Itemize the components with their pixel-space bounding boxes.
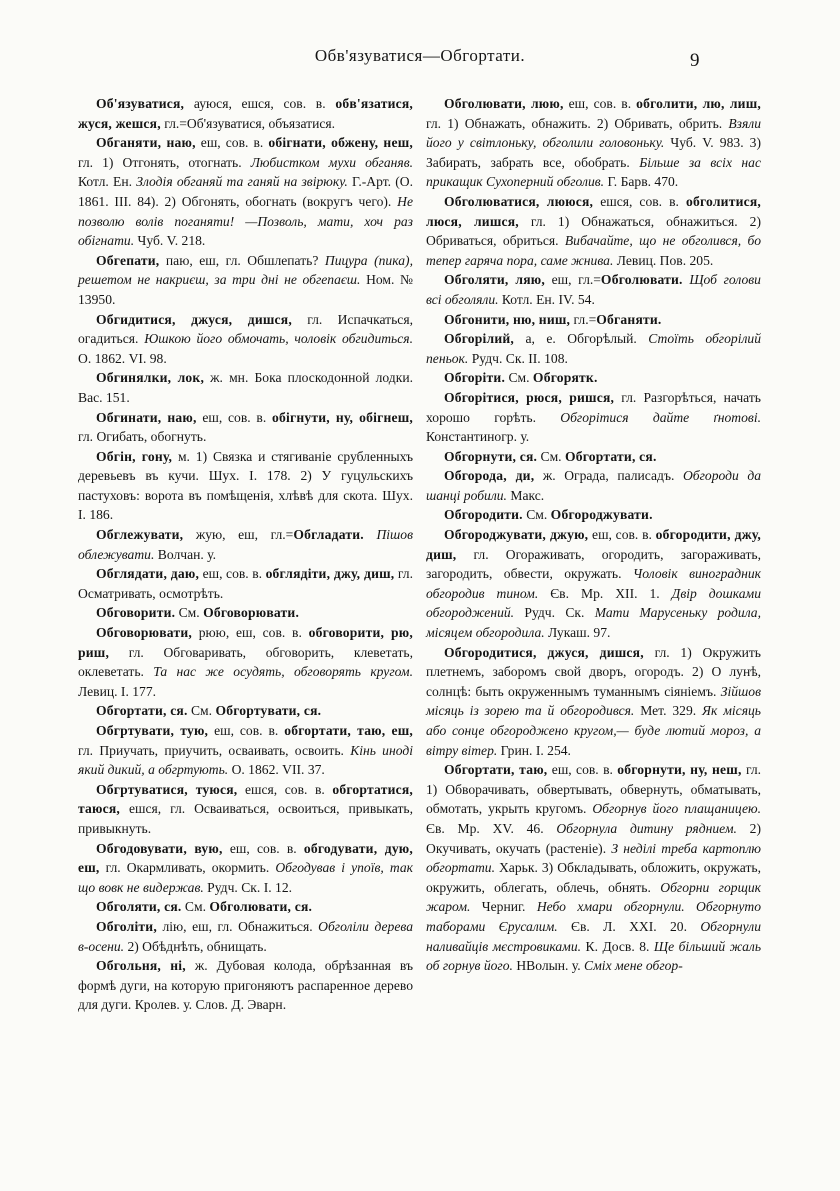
entry-form: Обгладати. xyxy=(293,527,364,543)
entry-form: наю, xyxy=(161,135,196,151)
entry-text: Рудч. Ск. xyxy=(514,605,595,621)
entry-form: Обгороджувати. xyxy=(550,507,653,523)
entry-form: обгородити, джу, диш, xyxy=(426,527,761,562)
entry-text: ешся, сов. в. xyxy=(593,193,686,209)
dictionary-entry xyxy=(78,701,413,721)
entry-text: а, е. Обгорѣлый. xyxy=(514,331,649,347)
dictionary-entry xyxy=(78,956,413,1015)
entry-text: См. xyxy=(187,703,216,719)
entry-text: О. 1862. VI. 98. xyxy=(78,350,167,366)
entry-text: гл. Разгорѣться, начать хорошо горѣть. xyxy=(426,389,761,425)
entry-text: паю, еш, гл. Обшлепать? xyxy=(159,252,325,268)
entry-text: гл. Испачкаться, огадиться. xyxy=(78,311,413,347)
entry-text: гл. Огибать, обогнуть. xyxy=(78,429,207,445)
entry-text: Єв. Мр. XV. 46. xyxy=(426,820,557,836)
entry-form: ся. xyxy=(166,703,188,719)
entry-form: рюся, ришся, xyxy=(518,389,615,405)
entry-headword: Обгорнути, xyxy=(444,448,517,464)
example-quote: Обгодував і упоїв, так що вовк не видержав. xyxy=(78,860,413,895)
entry-text: еш, сов. в. xyxy=(563,96,637,111)
entry-text: Котл. Ен. IV. 54. xyxy=(498,291,595,307)
entry-form: джую, xyxy=(546,527,589,543)
dictionary-entry xyxy=(78,447,413,525)
example-quote: Не позволю волів поганяти! —Позволь, мати, хоч раз обігнати. xyxy=(78,193,413,249)
example-quote: Мати Марусеньку родила, місяцем обгородила. xyxy=(426,605,761,641)
entry-headword: Обгольня, xyxy=(96,958,162,974)
entry-headword: Обголяти, xyxy=(444,272,509,288)
entry-form: люю, xyxy=(525,96,564,111)
entry-text: Грин. I. 254. xyxy=(497,742,571,758)
entry-form: таю, xyxy=(514,762,548,778)
entry-text: еш, сов. в. xyxy=(196,409,273,425)
right-column xyxy=(426,94,761,976)
entry-text: Левиц. Пов. 205. xyxy=(613,252,714,268)
dictionary-entry xyxy=(426,270,761,309)
entry-headword: Обгорода, xyxy=(444,468,507,484)
example-quote: Більше за всіх нас прикащик Сухоперний обголив. xyxy=(426,154,761,190)
entry-text: гл. 1) Обворачивать, обвертывать, обвернуть, обматывать, обмотать, укрыть кругомъ. xyxy=(426,762,762,817)
entry-headword: Обгонити, xyxy=(444,311,510,327)
entry-headword: Обгоріти. xyxy=(444,370,506,386)
entry-headword: Обговорювати, xyxy=(96,625,192,641)
entry-text: К. Досв. 8. xyxy=(581,938,654,954)
dictionary-entry xyxy=(426,525,761,643)
example-quote: Взяли його у світлоньку, обголили головоньку. xyxy=(426,115,761,151)
entry-text: еш, сов. в. xyxy=(547,762,618,778)
dictionary-entry xyxy=(78,917,413,956)
entry-form: обгортати, таю, еш, xyxy=(284,723,414,738)
entry-text: еш, сов. в. xyxy=(195,135,269,151)
example-quote: Як місяць або сонце обгороджено кругом,— буде лютий мороз, а вітру вітер. xyxy=(426,703,761,758)
entry-form: тую, xyxy=(174,723,209,738)
entry-text: См. xyxy=(181,899,210,915)
entry-text: НВолын. у. xyxy=(512,958,585,974)
page-number: 9 xyxy=(690,50,700,71)
entry-form: ди, xyxy=(506,468,535,484)
example-quote: Кінь иноді який дикий, а обгртують. xyxy=(78,742,413,778)
example-quote: Зійшов місяць із зорею та й обгородився. xyxy=(426,683,761,719)
entry-headword: Обгортати, xyxy=(96,703,167,719)
entry-text: См. xyxy=(175,605,204,621)
entry-headword: Обгидитися, xyxy=(96,311,176,327)
example-quote: Обгорни горщик жаром. xyxy=(426,879,761,915)
entry-text: гл.= xyxy=(570,311,597,327)
entry-text: еш, сов. в. xyxy=(199,566,266,582)
entry-form: Обгортати, ся. xyxy=(564,448,657,464)
entry-text: лію, еш, гл. Обнажиться. xyxy=(156,918,319,934)
entry-text: См. xyxy=(505,370,533,386)
entry-form: ся. xyxy=(160,899,182,915)
entry-text: ешся, гл. Осваиваться, освоиться, привыкать, привыкнуть. xyxy=(78,801,413,836)
entry-headword: Обголювати, xyxy=(444,96,526,111)
example-quote: З неділі треба картоплю обгортати. xyxy=(426,840,761,876)
dictionary-entry xyxy=(426,94,761,192)
dictionary-entry xyxy=(78,133,413,251)
dictionary-entry xyxy=(426,505,761,525)
entry-form: Обговорювати. xyxy=(203,605,300,621)
entry-text: гл. Окармливать, окормить. xyxy=(99,860,276,876)
entry-text: Ном. № 13950. xyxy=(78,272,414,307)
entry-text: Макс. xyxy=(506,487,545,503)
example-quote: Обгорітися дайте ґнотові. xyxy=(560,409,761,425)
example-quote: Пішов облежувати. xyxy=(78,527,413,562)
entry-form: обгортатися, таюся, xyxy=(78,781,413,817)
entry-form: джуся, дишся, xyxy=(536,644,644,660)
entry-text: жую, еш, гл.= xyxy=(183,527,294,543)
entry-text: гл. Осматривать, осмотрѣть. xyxy=(78,566,413,601)
entry-headword: Обганяти, xyxy=(96,135,162,151)
dictionary-entry xyxy=(426,466,761,505)
entry-form: Обголювати. xyxy=(600,272,683,288)
entry-form: обігнути, ну, обігнеш, xyxy=(272,409,413,425)
entry-text: гл. Огораживать, огородить, загораживать, загородить, обвести, окружать. xyxy=(426,546,761,582)
dictionary-entry xyxy=(78,310,413,369)
entry-text: еш, сов. в. xyxy=(222,840,304,856)
entry-text: гл.=Об'язуватися, объязатися. xyxy=(160,115,336,131)
example-quote: Ще більший жаль об горнув його. xyxy=(426,938,762,974)
dictionary-entry xyxy=(78,564,413,603)
entry-form: лок, xyxy=(171,370,205,386)
entry-text: Єв. Мр. XII. 1. xyxy=(538,585,672,601)
entry-headword: Обгін, xyxy=(96,448,136,464)
entry-text: м. 1) Связка и стягиваніе срубленныхъ деревьевъ въ кучи. Шух. I. 178. 2) У гуцульскихъ пастуховъ: ворота въ помѣщенія, хлѣвѣ для скота. Шух. I. 186. xyxy=(78,448,413,523)
entry-form: обігнати, обжену, неш, xyxy=(268,135,413,151)
entry-text: Волчан. у. xyxy=(154,546,217,562)
example-quote: Та нас же осудять, обговорять кругом. xyxy=(153,664,413,680)
entry-text: 2) Обѣднѣть, обнищать. xyxy=(124,938,267,954)
dictionary-entry xyxy=(78,368,413,407)
entry-text: Котл. Ен. xyxy=(78,174,137,190)
entry-text: Константиногр. у. xyxy=(426,429,530,445)
entry-headword: Обгородити. xyxy=(444,507,523,523)
dictionary-entry xyxy=(426,192,761,270)
entry-text: Черниг. xyxy=(470,899,537,915)
entry-text: еш, сов. в. xyxy=(588,527,656,543)
entry-text xyxy=(364,527,377,542)
running-header: Обв'язуватися—Обгортати. xyxy=(314,46,526,65)
entry-headword: Обгортати, xyxy=(444,762,515,778)
entry-form: обгорнути, ну, неш, xyxy=(617,762,742,778)
dictionary-entry xyxy=(78,721,413,780)
example-quote: Сміх мене обгор- xyxy=(584,958,683,974)
entry-headword: Обгртувати, xyxy=(96,723,175,738)
dictionary-entry xyxy=(78,94,413,133)
dictionary-entry xyxy=(78,839,413,898)
entry-headword: Обгинати, xyxy=(96,409,162,425)
entry-headword: Обглежувати, xyxy=(96,527,184,543)
entry-headword: Обговорити. xyxy=(96,605,176,621)
entry-text: гл. 1) Обнажать, обнажить. 2) Обривать, обрить. xyxy=(426,115,729,131)
entry-text: гл. Обговаривать, обговорить, клеветать, оклеветать. xyxy=(78,644,413,680)
entry-text: Чуб. V. 983. 3) Забирать, забрать все, обобрать. xyxy=(426,135,762,170)
dictionary-entry xyxy=(78,525,413,564)
entry-form: ляю, xyxy=(508,272,545,288)
example-quote: Небо хмари обгорнули. Обгорнуто таборами Єрусалим. xyxy=(426,899,762,934)
entry-text: Лукаш. 97. xyxy=(544,625,611,641)
example-quote: Обгорнув його плащаницею. xyxy=(592,801,761,817)
entry-form: Обголювати, ся. xyxy=(209,899,313,915)
entry-text: рюю, еш, сов. в. xyxy=(191,625,309,641)
example-quote: Щоб голови всі обголяли. xyxy=(426,272,761,307)
example-quote: Злодія обганяй та ганяй на звірюку. xyxy=(136,174,348,190)
entry-form: обгодувати, дую, еш, xyxy=(78,840,413,876)
entry-form: даю, xyxy=(167,566,200,582)
example-quote: Двір дошками обгороджений. xyxy=(426,585,761,621)
entry-text: ж. Дубовая колода, обрѣзанная въ формѣ дуги, на которую пригоняютъ распаренное дерево для дуги. Кролев. у. Слов. Д. Эварн. xyxy=(78,958,413,1013)
dictionary-entry xyxy=(426,310,761,330)
entry-form: лююся, xyxy=(539,193,594,209)
entry-text: ешся, сов. в. xyxy=(237,781,333,797)
entry-form: обголити, лю, лиш, xyxy=(636,96,761,111)
entry-form: обголитися, люся, лишся, xyxy=(426,193,761,229)
example-quote: Обгороди да шанці робили. xyxy=(426,468,761,503)
entry-headword: Обголяти, xyxy=(96,899,161,915)
dictionary-entry xyxy=(78,780,413,839)
entry-headword: Об'язуватися, xyxy=(96,96,185,111)
dictionary-entry xyxy=(78,251,413,310)
entry-text: гл. Приучать, приучить, осваивать, освоить. xyxy=(78,742,351,758)
example-quote: Пицура (пика), решетом не накриєш, за три дні не обгепаєш. xyxy=(78,252,413,288)
entry-headword: Обглядати, xyxy=(96,566,168,582)
example-quote: Стоїть обгорілий пеньок. xyxy=(426,331,762,366)
entry-text: Г. Барв. 470. xyxy=(604,174,679,190)
entry-headword: Обгорілий, xyxy=(444,331,515,347)
entry-form: туюся, xyxy=(187,781,238,797)
dictionary-entry xyxy=(426,760,761,976)
entry-text: См. xyxy=(522,507,551,523)
entry-headword: Обгинялки, xyxy=(96,370,172,386)
entry-text: ж. мн. Бока плоскодонной лодки. Вас. 151. xyxy=(78,370,413,405)
entry-text: Г.-Арт. (О. 1861. III. 84). 2) Обгонять, обогнать (вокругъ чего). xyxy=(78,174,413,209)
entry-text: Єв. Л. XXI. 20. xyxy=(557,918,701,934)
entry-text: Мет. 329. xyxy=(634,703,703,719)
entry-form: ню, ниш, xyxy=(509,311,571,327)
dictionary-entry xyxy=(426,329,761,368)
entry-text: ж. Ограда, палисадъ. xyxy=(534,468,683,484)
entry-text: Чуб. V. 218. xyxy=(134,233,206,249)
example-quote: Вибачайте, що не обголився, бо тепер гаряча пора, саме жнива. xyxy=(426,233,761,268)
entry-headword: Обгртуватися, xyxy=(96,781,188,797)
entry-form: Обгорятк. xyxy=(532,370,598,386)
entry-form: вую, xyxy=(186,840,223,856)
entry-form: джуся, дишся, xyxy=(175,311,292,327)
entry-form: ні, xyxy=(161,958,186,974)
entry-text: Харьк. 3) Обкладывать, обложить, окружать, окружить, облегать, облечь, обнять. xyxy=(426,860,761,895)
entry-form: ся. xyxy=(516,448,538,464)
entry-headword: Обгородитися, xyxy=(444,644,537,660)
entry-text: См. xyxy=(537,448,565,464)
entry-text: еш, сов. в. xyxy=(208,723,285,738)
entry-form: наю, xyxy=(161,409,197,425)
dictionary-entry xyxy=(426,368,761,388)
entry-headword: Обголюватися, xyxy=(444,193,540,209)
entry-text: ауюся, ешся, сов. в. xyxy=(184,96,336,111)
example-quote: Любистком мухи обганяв. xyxy=(250,154,413,170)
example-quote: Юшкою його обмочать, чоловік обгидиться. xyxy=(144,331,413,347)
entry-text: Рудч. Ск. I. 12. xyxy=(203,879,293,895)
example-quote: Обгорнула дитину ряднием. xyxy=(556,820,737,836)
example-quote: Обголіли дерева в-осени. xyxy=(78,918,413,954)
entry-text: Рудч. Ск. II. 108. xyxy=(468,350,568,366)
entry-text: гл. 1) Отгонять, отогнать. xyxy=(78,154,251,170)
entry-headword: Обгепати, xyxy=(96,252,160,268)
example-quote: Обгорнули наливайців мєстровиками. xyxy=(426,918,761,954)
entry-headword: Обгодовувати, xyxy=(96,840,187,856)
left-column xyxy=(78,94,413,1015)
example-quote: Чоловік виноградник обгородив тином. xyxy=(426,566,761,601)
entry-text: 2) Окучивать, окучать (растеніе). xyxy=(426,820,761,856)
entry-form: обв'язатися, жуся, жешся, xyxy=(78,96,413,131)
dictionary-entry xyxy=(426,447,761,467)
entry-form: обговорити, рю, риш, xyxy=(78,625,413,660)
entry-headword: Обгорітися, xyxy=(444,389,519,405)
entry-form: обглядіти, джу, диш, xyxy=(265,566,395,582)
dictionary-entry xyxy=(78,623,413,701)
entry-text: гл. 1) Обнажаться, обнажиться. 2) Обриваться, обриться. xyxy=(426,213,761,249)
dictionary-entry xyxy=(78,603,413,623)
entry-text: О. 1862. VII. 37. xyxy=(228,762,325,778)
entry-text: Левиц. I. 177. xyxy=(78,683,157,699)
entry-form: гону, xyxy=(135,448,173,464)
entry-headword: Обгороджувати, xyxy=(444,527,546,543)
entry-text: еш, гл.= xyxy=(544,272,601,288)
dictionary-entry xyxy=(426,643,761,761)
entry-form: Обганяти. xyxy=(596,311,662,327)
entry-text: гл. 1) Окружить плетнемъ, заборомъ свой дворъ, огородъ. 2) О лунѣ, солнцѣ: быть окруженнымъ туманнымъ сіяніемъ. xyxy=(426,644,761,699)
entry-form: Обгортувати, ся. xyxy=(215,703,322,719)
dictionary-entry xyxy=(78,897,413,917)
entry-headword: Обголіти, xyxy=(96,918,157,934)
dictionary-entry xyxy=(426,388,761,447)
dictionary-entry xyxy=(78,408,413,447)
